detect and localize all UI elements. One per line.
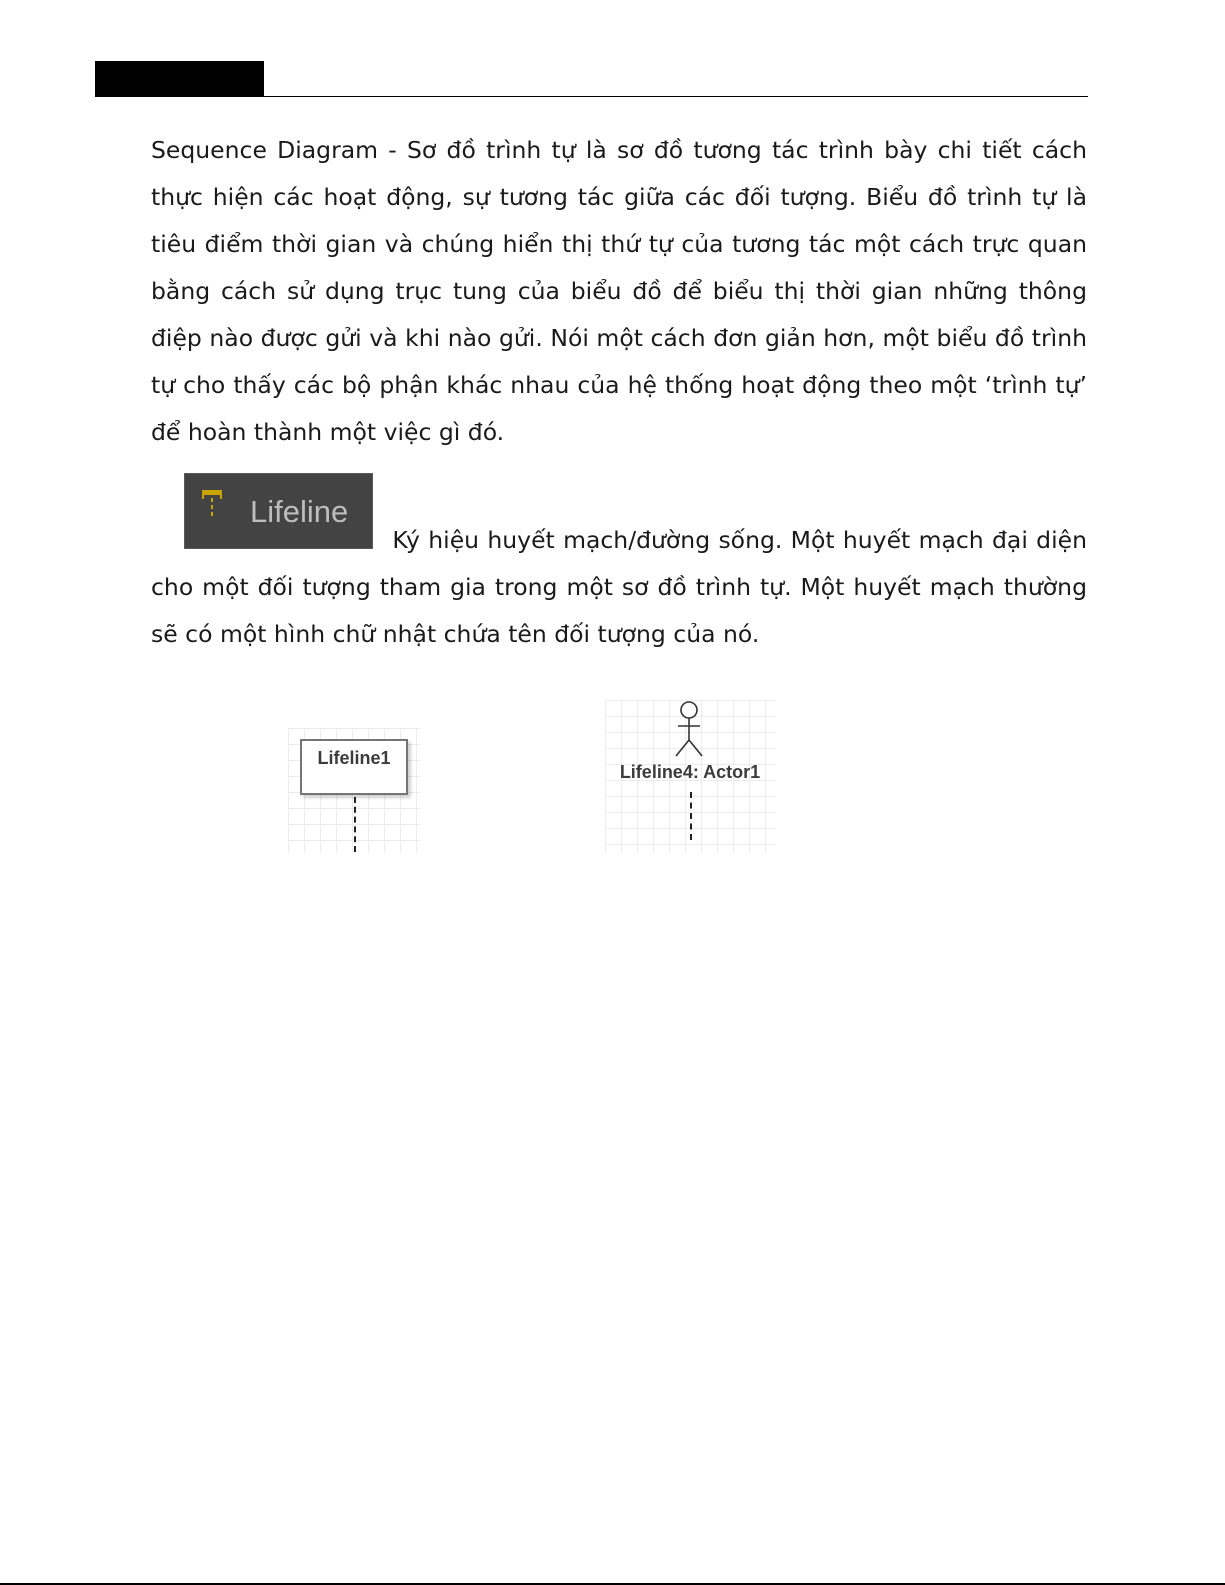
actor-lifeline-dashed-line bbox=[690, 792, 692, 840]
object-lifeline-dashed-line bbox=[354, 797, 356, 852]
actor-lifeline-label: Lifeline4: Actor1 bbox=[619, 762, 761, 782]
header-black-block bbox=[95, 61, 264, 97]
object-lifeline-box bbox=[300, 739, 408, 795]
lifeline-paragraph bbox=[151, 517, 1087, 658]
object-lifeline-label: Lifeline1 bbox=[317, 748, 391, 768]
lifeline-tool-label: Lifeline bbox=[250, 494, 349, 529]
lifeline-paragraph-text: Ký hiệu huyết mạch/đường sống. Một huyết mạch đại diện cho một đối tượng tham gia trong một sơ đồ trình tự. Một huyết mạch thường sẽ có một hình chữ nhật chứa tên đối tượng của nó. bbox=[151, 526, 1087, 648]
actor-stick-figure-icon bbox=[668, 700, 712, 760]
header-rule bbox=[95, 96, 1088, 97]
intro-paragraph: Sequence Diagram - Sơ đồ trình tự là sơ đồ tương tác trình bày chi tiết cách thực hiện các hoạt động, sự tương tác giữa các đối tượng. Biểu đồ trình tự là tiêu điểm thời gian và chúng hiển thị thứ tự của tương tác một cách trực quan bằng cách sử dụng trục tung của biểu đồ để biểu thị thời gian những thông điệp nào được gửi và khi nào gửi. Nói một cách đơn giản hơn, một biểu đồ trình tự cho thấy các bộ phận khác nhau của hệ thống hoạt động theo một ‘trình tự’ để hoàn thành một việc gì đó. bbox=[151, 136, 1087, 446]
